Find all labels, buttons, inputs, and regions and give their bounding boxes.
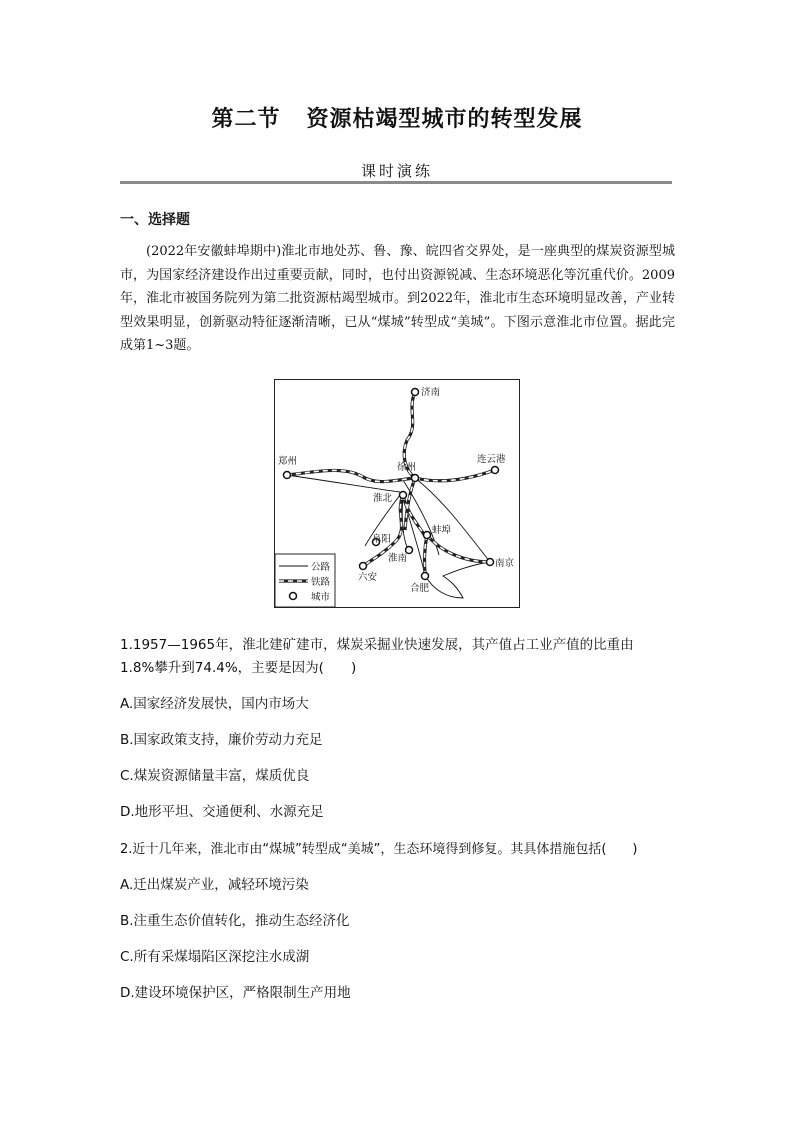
intro-passage	[120, 240, 675, 358]
question-2-option-a: A.迁出煤炭产业，减轻环境污染	[120, 877, 309, 893]
city-label-xuzhou: 徐州	[397, 462, 417, 473]
city-marker-huaibei	[400, 492, 407, 499]
city-label-bengbu: 蚌埠	[432, 525, 452, 536]
intro-text: (2022年安徽蚌埠期中)淮北市地处苏、鲁、豫、皖四省交界处，是一座典型的煤炭资源型城市，为国家经济建设作出过重要贡献，同时，也付出资源锐减、生态环境恶化等沉重代价。2009年，淮北市被国务院列为第二批资源枯竭型城市。到2022年，淮北市生态环境明显改善，产业转型效果明显，创新驱动特征逐渐清晰，已从“煤城”转型成“美城”。下图示意淮北市位置。据此完成第1~3题。	[120, 244, 675, 353]
section-number: 第二节	[211, 107, 281, 132]
huaibei-location-map	[274, 379, 520, 608]
city-marker-zhengzhou	[284, 472, 291, 479]
question-1-option-c: C.煤炭资源储量丰富，煤质优良	[120, 768, 310, 784]
question-1-stem	[120, 634, 680, 680]
legend-railway-label: 铁路	[311, 577, 331, 588]
question-2-option-b: B.注重生态价值转化，推动生态经济化	[120, 913, 350, 929]
city-label-lianyungang: 连云港	[477, 454, 506, 465]
city-label-huaibei: 淮北	[373, 493, 393, 504]
map-legend	[275, 554, 335, 607]
question-1-option-a: A.国家经济发展快，国内市场大	[120, 696, 309, 712]
city-marker-xuzhou	[412, 475, 419, 482]
legend-city-symbol	[290, 593, 297, 600]
city-marker-jinan	[412, 389, 419, 396]
question-2-option-c: C.所有采煤塌陷区深挖注水成湖	[120, 949, 310, 965]
city-marker-lianyungang	[492, 467, 499, 474]
page-title	[0, 102, 794, 133]
legend-road-label: 公路	[311, 562, 331, 573]
legend-city-label: 城市	[311, 592, 331, 603]
section-title: 资源枯竭型城市的转型发展	[306, 107, 583, 132]
city-label-fuyang: 阜阳	[372, 534, 392, 545]
city-label-hefei: 合肥	[410, 583, 430, 594]
page-subtitle: 课时演练	[360, 162, 433, 180]
question-2-stem: 2.近十几年来，淮北市由“煤城”转型成“美城”，生态环境得到修复。其具体措施包括( )	[120, 842, 638, 857]
map-svg	[275, 380, 519, 607]
question-1-line-2: 1.8%攀升到74.4%，主要是因为( )	[120, 660, 357, 676]
city-label-huainan: 淮南	[388, 553, 408, 564]
city-marker-hefei	[422, 573, 429, 580]
question-1-option-b: B.国家政策支持，廉价劳动力充足	[120, 732, 323, 748]
city-marker-nanjing	[487, 559, 494, 566]
title-divider	[120, 181, 672, 184]
city-markers	[284, 389, 499, 580]
city-label-zhengzhou: 郑州	[278, 456, 298, 467]
city-label-nanjing: 南京	[495, 558, 515, 569]
city-marker-luan	[360, 563, 367, 570]
question-1-option-d: D.地形平坦、交通便利、水源充足	[120, 804, 324, 820]
city-marker-bengbu	[424, 532, 431, 539]
question-1-line-1: 1.1957—1965年，淮北建矿建市，煤炭采掘业快速发展，其产值占工业产值的比重由	[120, 637, 634, 653]
railway-network	[287, 392, 495, 575]
city-label-luan: 六安	[358, 572, 378, 583]
question-2-option-d: D.建设环境保护区，严格限制生产用地	[120, 985, 351, 1001]
section-heading: 一、选择题	[120, 212, 190, 228]
city-label-jinan: 济南	[421, 387, 441, 398]
